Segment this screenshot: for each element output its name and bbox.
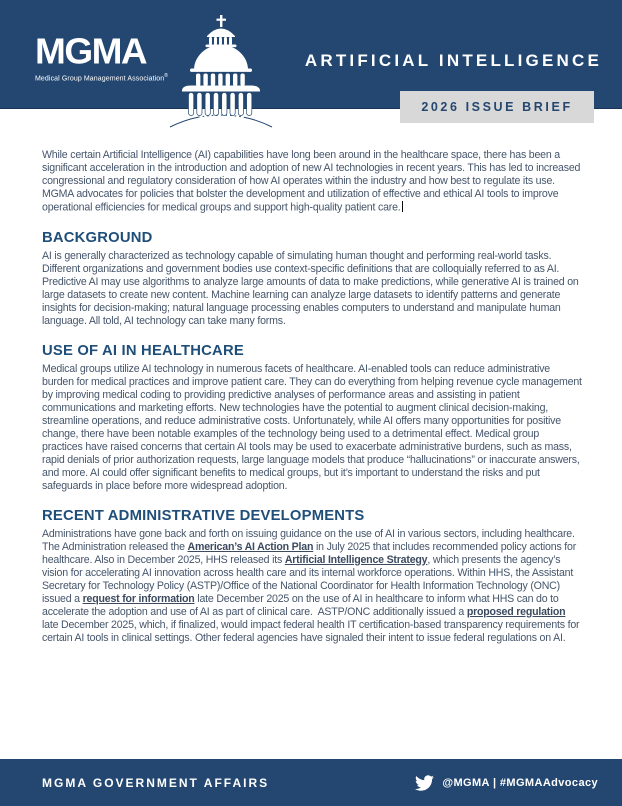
paragraph: [42, 149, 582, 215]
mgma-logo-tagline: [35, 73, 168, 82]
section-heading: BACKGROUND: [42, 229, 153, 246]
footer-banner: [0, 759, 622, 806]
text-run: late December 2025 on the use of AI in healthcare to inform what HHS can do to accelerate the adoption and use of AI as part of clinical care. ASTP/ONC additionally issued a: [42, 592, 562, 618]
inline-link[interactable]: proposed regulation: [466, 605, 566, 618]
inline-link[interactable]: Artificial Intelligence Strategy: [284, 553, 428, 566]
text-run: Administrations have gone back and forth on issuing guidance on the use of AI in various sectors, including healthcare. The Administration released the: [42, 527, 578, 553]
inline-link[interactable]: American’s AI Action Plan: [187, 540, 314, 553]
paragraph: [42, 362, 585, 493]
footer-government-affairs-label: MGMA GOVERNMENT AFFAIRS: [42, 775, 270, 790]
twitter-bird-icon[interactable]: [415, 775, 434, 791]
paragraph: [42, 528, 582, 645]
document-body[interactable]: [42, 149, 585, 645]
text-run: AI is generally characterized as technology capable of simulating human thought and performing real-world tasks. Different organizations and government bodies use context-specific definitions that are colloquially referred to as AI. Predictive AI may use algorithms to analyze large amounts of data to make predictions, while generative AI is trained on large datasets to create new content. Machine learning can analyze large datasets to identify patterns and generate insights for decision-making; natural language processing enables computers to understand and manipulate human language. All told, AI technology can take many forms.: [42, 249, 582, 327]
section-heading: RECENT ADMINISTRATIVE DEVELOPMENTS: [42, 507, 365, 524]
footer-social[interactable]: [415, 775, 598, 791]
text-run: in July 2025 that includes recommended policy actions for healthcare. Also in December 2025, HHS released its: [42, 540, 579, 566]
section-heading: USE OF AI IN HEALTHCARE: [42, 342, 244, 359]
registered-trademark-icon: ®: [164, 73, 169, 79]
tagline-text: Medical Group Management Association: [35, 75, 165, 83]
text-run: , which presents the agency’s vision for accelerating AI innovation across health care and its internal workforce operations. Within HHS, the Assistant Secretary for Technology Policy (ASTP)/Office of the National Coordinator for Health Information Technology (ONC) issued a: [42, 553, 576, 605]
paragraph: [42, 250, 582, 328]
text-run: late December 2025, which, if finalized, would impact federal health IT certification-based transparency requirements for certain AI tools in clinical settings. Other federal agencies have signaled their intent to issue federal regulations on AI.: [42, 605, 583, 644]
text-run: While certain Artificial Intelligence (AI) capabilities have long been around in the healthcare space, there has been a significant acceleration in the introduction and adoption of new AI technologies in recent years. This has led to increased congressional and regulatory consideration of how AI operates within the industry and how best to regulate its use. MGMA advocates for policies that bolster the development and utilization of effective and ethical AI tools to improve operational efficiencies for medical groups and support high-quality patient care.: [42, 149, 583, 214]
text-cursor: [402, 201, 403, 212]
capitol-building-icon: [166, 14, 276, 140]
mgma-logo-text: MGMA: [35, 31, 147, 72]
text-run: Medical groups utilize AI technology in numerous facets of healthcare. AI-enabled tools can reduce administrative burden for medical practices and improve patient care. They can do everything from helping revenue cycle management by improving medical coding to providing predictive analyses of performance areas and assisting in patient communications and marketing efforts. New technologies have the potential to augment clinical decision-making, streamline operations, and reduce administrative costs. Unfortunately, while AI offers many opportunities for positive change, there have been notable examples of the technology being used to a detrimental effect. Medical group practices have raised concerns that certain AI tools may be used to exacerbate administrative burdens, such as mass, rapid denials of prior authorization requests, large language models that produce “hallucinations” or inaccurate answers, and more. AI could offer significant benefits to medical groups, but it’s important to understand the risks and put safeguards in place before more widespread adoption.: [42, 362, 585, 492]
issue-brief-badge: [400, 91, 594, 123]
document-title: ARTIFICIAL INTELLIGENCE: [304, 51, 602, 70]
issue-brief-badge-label: 2026 ISSUE BRIEF: [421, 100, 573, 114]
mgma-logo: [35, 33, 168, 82]
inline-link[interactable]: request for information: [82, 592, 195, 605]
footer-social-handles[interactable]: @MGMA | #MGMAAdvocacy: [442, 776, 598, 789]
